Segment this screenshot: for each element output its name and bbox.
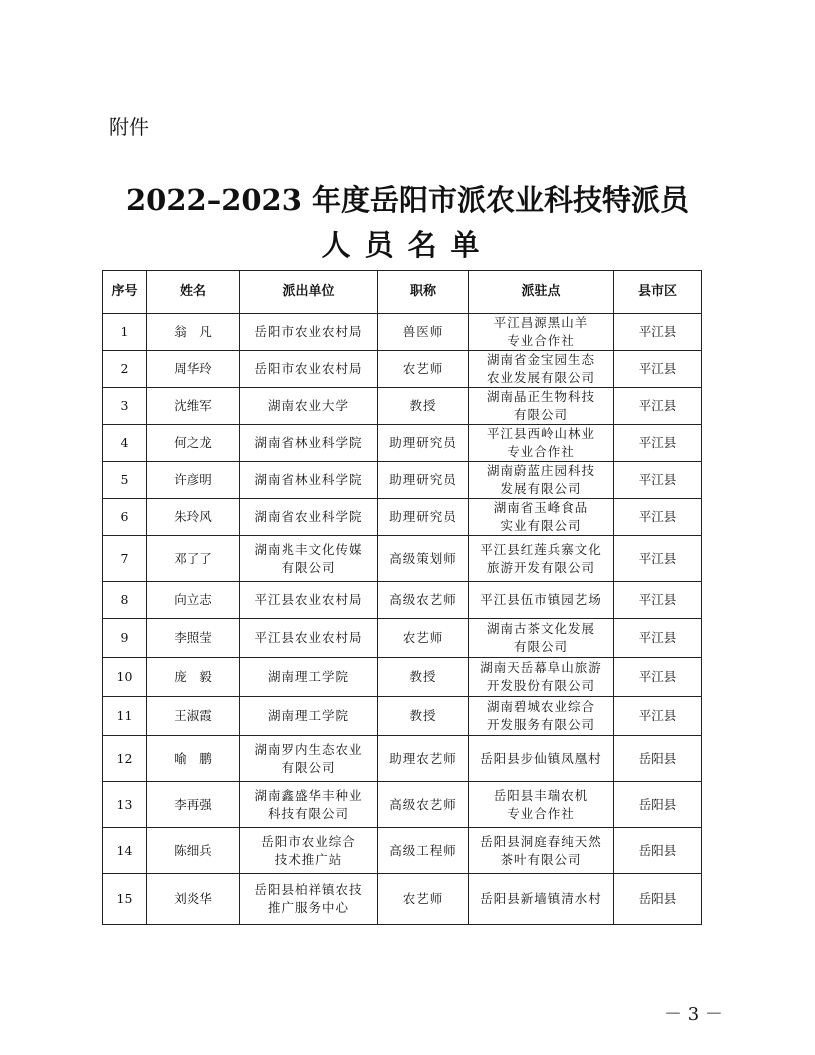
row-station-line: 开发股份有限公司	[486, 678, 595, 693]
row-name: 李再强	[147, 782, 240, 828]
row-station	[469, 782, 614, 828]
row-no: 2	[103, 351, 147, 388]
document-title: 2022–2023 年度岳阳市派农业科技特派员	[125, 183, 690, 217]
row-station	[469, 582, 614, 619]
row-title: 教授	[378, 697, 469, 736]
row-unit-line: 岳阳市农业农村局	[254, 361, 363, 376]
row-county: 岳阳县	[614, 782, 702, 828]
row-title: 助理研究员	[378, 462, 469, 499]
row-name: 许彦明	[147, 462, 240, 499]
row-unit	[240, 658, 378, 697]
row-no: 1	[103, 314, 147, 351]
row-station-line: 发展有限公司	[500, 481, 582, 496]
row-station	[469, 351, 614, 388]
row-title: 农艺师	[378, 619, 469, 658]
row-station-line: 岳阳县洞庭春纯天然	[480, 833, 602, 849]
row-unit-line: 技术推广站	[274, 851, 343, 867]
row-station	[469, 425, 614, 462]
table-row	[103, 462, 702, 499]
row-county: 平江县	[614, 388, 702, 425]
row-county: 平江县	[614, 536, 702, 582]
row-station-line: 湖南古茶文化发展	[486, 621, 595, 636]
row-county: 岳阳县	[614, 874, 702, 925]
row-station-line: 岳阳县步仙镇凤凰村	[480, 750, 602, 766]
row-no: 4	[103, 425, 147, 462]
row-unit-line: 有限公司	[281, 759, 336, 775]
row-unit-line: 湖南省林业科学院	[254, 435, 363, 450]
row-station	[469, 536, 614, 582]
row-name: 翁 凡	[147, 314, 240, 351]
row-station-line: 专业合作社	[507, 805, 575, 821]
row-unit-line: 岳阳市农业综合	[261, 833, 356, 849]
row-station-line: 实业有限公司	[500, 518, 582, 533]
row-unit-line: 平江县农业农村局	[254, 630, 363, 645]
row-station-line: 平江县伍市镇园艺场	[480, 592, 602, 607]
row-unit-line: 湖南农业大学	[267, 398, 349, 413]
row-unit	[240, 314, 378, 351]
row-title: 兽医师	[378, 314, 469, 351]
row-unit	[240, 388, 378, 425]
table-row	[103, 658, 702, 697]
row-station-line: 茶叶有限公司	[500, 851, 582, 867]
personnel-table	[102, 270, 702, 925]
row-station-line: 平江县西岭山林业	[486, 426, 595, 441]
row-county: 平江县	[614, 619, 702, 658]
row-station	[469, 874, 614, 925]
row-station	[469, 462, 614, 499]
header-name: 姓名	[147, 271, 240, 314]
row-unit-line: 岳阳市农业农村局	[254, 324, 363, 339]
row-station-line: 湖南晶正生物科技	[486, 389, 595, 404]
table-row	[103, 425, 702, 462]
row-station-line: 专业合作社	[507, 444, 575, 459]
row-station-line: 湖南蔚蓝庄园科技	[486, 463, 595, 478]
row-station	[469, 314, 614, 351]
row-station-line: 湖南天岳幕阜山旅游	[480, 660, 602, 675]
table-row	[103, 499, 702, 536]
row-county: 平江县	[614, 582, 702, 619]
row-unit-line: 岳阳县柏祥镇农技	[254, 882, 363, 897]
row-unit	[240, 536, 378, 582]
table-row	[103, 736, 702, 782]
row-unit-line: 平江县农业农村局	[254, 592, 363, 607]
table-row	[103, 314, 702, 351]
row-county: 平江县	[614, 425, 702, 462]
row-station	[469, 736, 614, 782]
row-county: 平江县	[614, 658, 702, 697]
row-title: 助理农艺师	[378, 736, 469, 782]
row-title: 助理研究员	[378, 425, 469, 462]
row-station-line: 湖南省玉峰食品	[493, 500, 589, 515]
table-row	[103, 828, 702, 874]
row-station-line: 湖南碧城农业综合	[486, 699, 595, 714]
row-no: 11	[103, 697, 147, 736]
row-county: 平江县	[614, 499, 702, 536]
row-unit	[240, 462, 378, 499]
row-name: 向立志	[147, 582, 240, 619]
row-name: 陈细兵	[147, 828, 240, 874]
row-unit-line: 有限公司	[281, 559, 336, 575]
row-no: 10	[103, 658, 147, 697]
row-unit-line: 湖南鑫盛华丰种业	[254, 787, 363, 803]
row-no: 12	[103, 736, 147, 782]
row-unit	[240, 736, 378, 782]
row-title: 高级策划师	[378, 536, 469, 582]
row-station-line: 专业合作社	[507, 333, 575, 348]
row-county: 平江县	[614, 351, 702, 388]
row-unit-line: 湖南兆丰文化传媒	[254, 541, 363, 557]
row-no: 3	[103, 388, 147, 425]
row-title: 农艺师	[378, 351, 469, 388]
row-no: 9	[103, 619, 147, 658]
row-no: 7	[103, 536, 147, 582]
row-station-line: 农业发展有限公司	[486, 370, 595, 385]
row-no: 13	[103, 782, 147, 828]
row-unit	[240, 828, 378, 874]
row-title: 教授	[378, 388, 469, 425]
row-title: 农艺师	[378, 874, 469, 925]
row-name: 沈维军	[147, 388, 240, 425]
row-station-line: 有限公司	[513, 639, 568, 654]
table-row	[103, 697, 702, 736]
table-row	[103, 388, 702, 425]
row-county: 平江县	[614, 314, 702, 351]
row-title: 高级工程师	[378, 828, 469, 874]
row-unit-line: 湖南省林业科学院	[254, 472, 363, 487]
row-unit	[240, 425, 378, 462]
row-station-line: 开发服务有限公司	[486, 717, 595, 732]
row-station-line: 岳阳县新墙镇清水村	[480, 891, 602, 906]
row-station-line: 旅游开发有限公司	[486, 559, 595, 575]
row-unit-line: 推广服务中心	[267, 900, 349, 915]
row-unit	[240, 619, 378, 658]
row-title: 教授	[378, 658, 469, 697]
row-county: 岳阳县	[614, 736, 702, 782]
document-subtitle: 人员名单	[321, 228, 494, 262]
row-station	[469, 658, 614, 697]
attachment-label: 附件	[109, 115, 149, 139]
row-name: 李照莹	[147, 619, 240, 658]
row-name: 庞 毅	[147, 658, 240, 697]
header-title: 职称	[378, 271, 469, 314]
row-unit-line: 湖南省农业科学院	[254, 509, 363, 524]
row-name: 刘炎华	[147, 874, 240, 925]
row-station-line: 平江昌源黑山羊	[493, 315, 589, 330]
row-name: 周华玲	[147, 351, 240, 388]
row-title: 高级农艺师	[378, 582, 469, 619]
row-unit-line: 湖南罗内生态农业	[254, 741, 363, 757]
row-unit-line: 科技有限公司	[267, 805, 349, 821]
header-county: 县市区	[614, 271, 702, 314]
row-station	[469, 697, 614, 736]
row-name: 何之龙	[147, 425, 240, 462]
row-name: 王淑霞	[147, 697, 240, 736]
row-county: 岳阳县	[614, 828, 702, 874]
row-no: 14	[103, 828, 147, 874]
row-unit	[240, 499, 378, 536]
row-unit	[240, 697, 378, 736]
row-title: 助理研究员	[378, 499, 469, 536]
row-station	[469, 388, 614, 425]
row-unit-line: 湖南理工学院	[267, 669, 349, 684]
row-unit	[240, 582, 378, 619]
row-station-line: 岳阳县丰瑞农机	[493, 787, 589, 803]
row-name: 朱玲风	[147, 499, 240, 536]
row-title: 高级农艺师	[378, 782, 469, 828]
header-station: 派驻点	[469, 271, 614, 314]
table-row	[103, 619, 702, 658]
table-row	[103, 536, 702, 582]
row-no: 15	[103, 874, 147, 925]
row-unit	[240, 782, 378, 828]
row-no: 5	[103, 462, 147, 499]
table-header-row	[103, 271, 702, 314]
table-row	[103, 351, 702, 388]
row-name: 邓了了	[147, 536, 240, 582]
row-station-line: 有限公司	[513, 407, 568, 422]
header-no: 序号	[103, 271, 147, 314]
header-unit: 派出单位	[240, 271, 378, 314]
row-county: 平江县	[614, 462, 702, 499]
row-unit	[240, 874, 378, 925]
row-station-line: 湖南省金宝园生态	[486, 352, 595, 367]
row-no: 8	[103, 582, 147, 619]
table-row	[103, 582, 702, 619]
table-row	[103, 782, 702, 828]
row-no: 6	[103, 499, 147, 536]
row-unit	[240, 351, 378, 388]
row-station	[469, 619, 614, 658]
page-number: － 3 －	[664, 1004, 723, 1025]
row-station	[469, 499, 614, 536]
row-county: 平江县	[614, 697, 702, 736]
row-name: 喻 鹏	[147, 736, 240, 782]
row-station-line: 平江县红莲兵寨文化	[480, 541, 602, 557]
table-row	[103, 874, 702, 925]
row-station	[469, 828, 614, 874]
row-unit-line: 湖南理工学院	[267, 708, 349, 723]
